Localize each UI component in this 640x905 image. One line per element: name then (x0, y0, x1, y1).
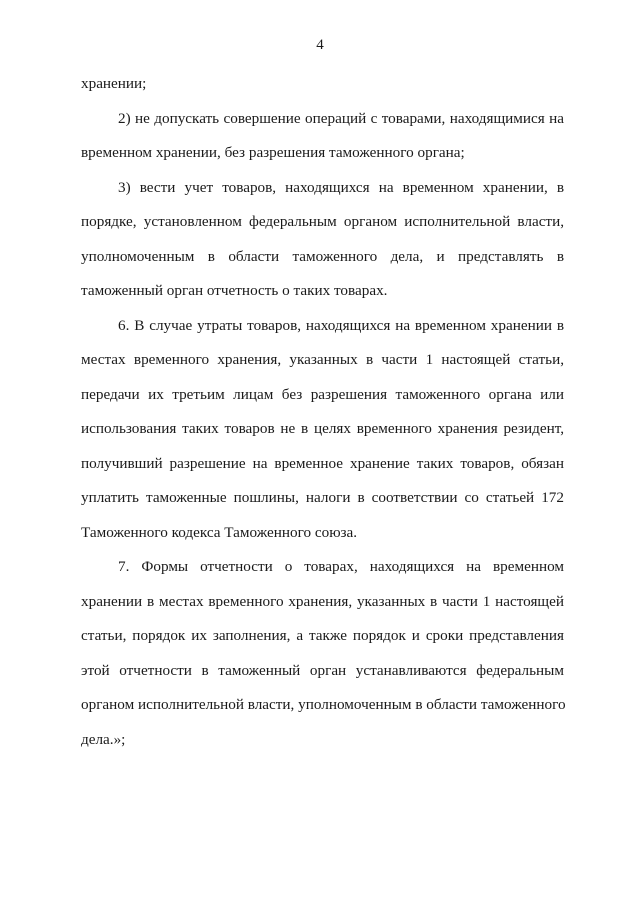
text-line: статьи, порядок их заполнения, а также порядок и сроки представления (81, 627, 564, 644)
document-body (81, 67, 564, 757)
text-line: таможенный орган отчетность о таких товарах. (81, 282, 388, 299)
text-line: органом исполнительной власти, уполномоченным в области таможенного (81, 696, 566, 713)
text-line: местах временного хранения, указанных в части 1 настоящей статьи, (81, 351, 564, 368)
text-line: использования таких товаров не в целях временного хранения резидент, (81, 420, 564, 437)
text-line: порядке, установленном федеральным органом исполнительной власти, (81, 213, 564, 230)
text-line: 2) не допускать совершение операций с товарами, находящимися на (118, 109, 564, 127)
text-line: уполномоченным в области таможенного дела, и представлять в (81, 247, 564, 265)
text-line: 6. В случае утраты товаров, находящихся на временном хранении в (118, 316, 564, 334)
text-line: этой отчетности в таможенный орган устанавливаются федеральным (81, 661, 564, 679)
page-number: 4 (316, 37, 324, 53)
text-line: дела.»; (81, 730, 126, 748)
text-line: временном хранении, без разрешения таможенного органа; (81, 144, 465, 161)
text-line: 3) вести учет товаров, находящихся на временном хранении, в (118, 178, 564, 196)
text-line: хранении в местах временного хранения, указанных в части 1 настоящей (81, 592, 564, 610)
text-line: уплатить таможенные пошлины, налоги в соответствии со статьей 172 (81, 489, 564, 506)
text-line: хранении; (81, 75, 147, 92)
text-line: 7. Формы отчетности о товарах, находящихся на временном (118, 558, 564, 575)
text-line: передачи их третьим лицам без разрешения таможенного органа или (81, 385, 564, 403)
text-line: получивший разрешение на временное хранение таких товаров, обязан (81, 454, 564, 472)
text-line: Таможенного кодекса Таможенного союза. (81, 523, 358, 541)
